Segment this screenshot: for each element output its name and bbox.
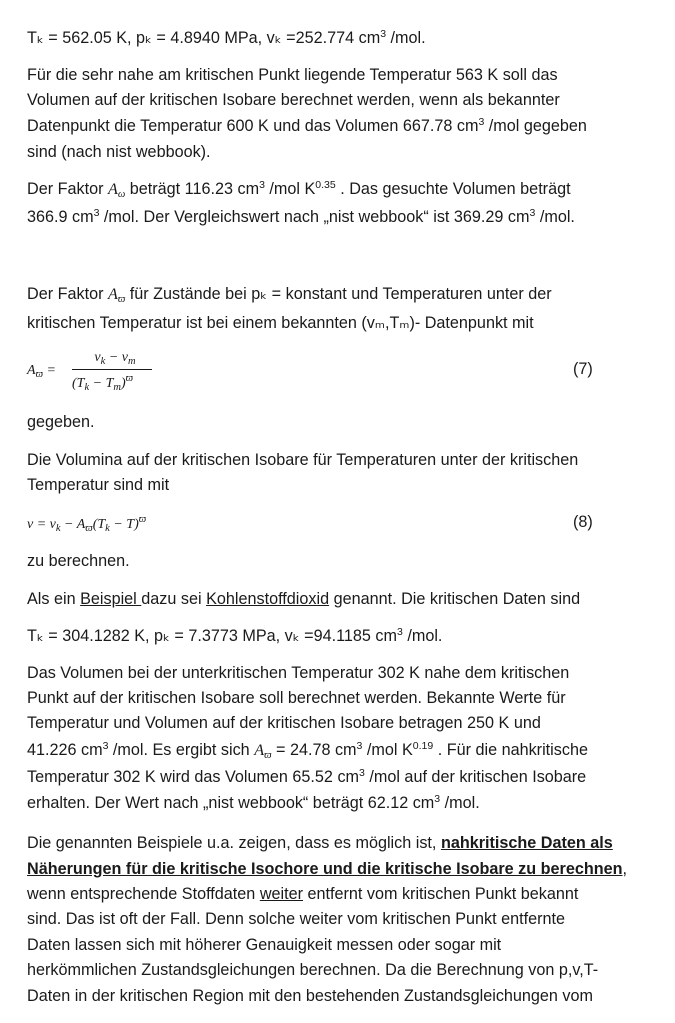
text-line: Die genannten Beispiele u.a. zeigen, dass es möglich ist, nahkritische Daten als [27, 834, 613, 852]
text-line: Die Volumina auf der kritischen Isobare für Temperaturen unter der kritischen [27, 451, 579, 469]
text-line: Temperatur und Volumen auf der kritischen Isobare betragen 250 K und [27, 714, 541, 732]
text-line: zu berechnen. [27, 552, 130, 570]
text-line: Datenpunkt die Temperatur 600 K und das Volumen 667.78 $cm^3$ /mol gegeben [27, 116, 587, 135]
text-line: gegeben. [27, 413, 95, 431]
text-line: Das Volumen bei der unterkritischen Temperatur 302 K nahe dem kritischen [27, 664, 570, 682]
equation-number: (7) [573, 360, 593, 378]
text-line: Tₖ = 304.1282 K, pₖ = 7.3773 MPa, vₖ =94.1185 $cm^3$ /mol. [27, 626, 443, 645]
text-line: Punkt auf der kritischen Isobare soll berechnet werden. Bekannte Werte für [27, 689, 566, 707]
text-line: Temperatur 302 K wird das Volumen 65.52 $cm^3$ /mol auf der kritischen Isobare [27, 767, 587, 786]
text-line: herkömmlichen Zustandsgleichungen berechnen. Da die Berechnung von p,v,T- [27, 961, 599, 979]
text-line: Näherungen für die kritische Isochore und die kritische Isobare zu berechnen, [27, 860, 627, 878]
text-line: Daten in der kritischen Region mit den bestehenden Zustandsgleichungen vom [27, 987, 594, 1005]
text-line: Der Faktor $A_ϖ$ für Zustände bei pₖ = konstant und Temperaturen unter der [27, 285, 552, 305]
text-line: erhalten. Der Wert nach „nist webbook“ beträgt 62.12 $cm^3$ /mol. [27, 793, 480, 812]
text-line: 366.9 $cm^3$ /mol. Der Vergleichswert nach „nist webbook“ ist 369.29 $cm^3$ /mol. [27, 207, 575, 226]
text-line: Der Faktor $A_\omega$ beträgt 116.23 $cm^3$ /mol $K^{0.35}$ . Das gesuchte Volumen beträgt [27, 179, 571, 200]
text-line: Daten lassen sich mit höherer Genauigkeit messen oder sogar mit [27, 936, 502, 954]
text-line: Temperatur sind mit [27, 476, 170, 494]
text-line: 41.226 $cm^3$ /mol. Es ergibt sich $A_ϖ = 24.78$ $cm^3$ /mol $K^{0.19}$ . Für die nahkritische [27, 740, 588, 761]
text-line: Tₖ = 562.05 K, pₖ = 4.8940 MPa, vₖ =252.774 $cm^3$ /mol. [27, 28, 426, 47]
text-line: wenn entsprechende Stoffdaten weiter entfernt vom kritischen Punkt bekannt [27, 885, 579, 903]
text-line: Volumen auf der kritischen Isobare berechnet werden, wenn als bekannter [27, 91, 560, 109]
equation-number: (8) [573, 513, 593, 531]
text-line: kritischen Temperatur ist bei einem bekannten (vₘ,Tₘ)- Datenpunkt mit [27, 314, 534, 332]
text-line: Für die sehr nahe am kritischen Punkt liegende Temperatur 563 K soll das [27, 66, 558, 84]
text-line: sind. Das ist oft der Fall. Denn solche weiter vom kritischen Punkt entfernte [27, 910, 566, 928]
text-line: sind (nach nist webbook). [27, 143, 211, 161]
text-line: Als ein Beispiel dazu sei Kohlenstoffdioxid genannt. Die kritischen Daten sind [27, 590, 581, 608]
